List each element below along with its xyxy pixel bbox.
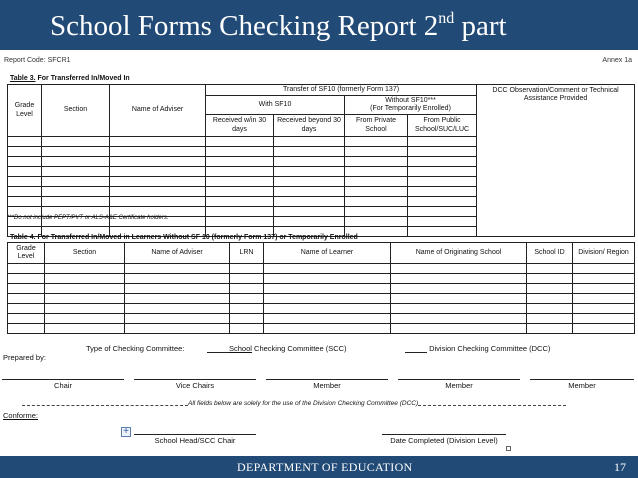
- table-row: [8, 314, 635, 324]
- table3-header-adviser: Name of Adviser: [110, 85, 206, 137]
- table-row: [8, 324, 635, 334]
- table3-title: [10, 75, 130, 82]
- scc-prefix: School: [229, 344, 252, 353]
- dcc-use-note: [22, 400, 566, 407]
- table4-header-learner: Name of Learner: [264, 243, 391, 264]
- signature-school-head: School Head/SCC Chair: [134, 434, 256, 448]
- table3-title-text: For Transferred In/Moved In: [35, 75, 130, 82]
- table3-header-without-sf10: [345, 96, 477, 115]
- temp-enrolled-label: (For Temporarily Enrolled): [370, 105, 451, 112]
- table4-header-lrn: LRN: [230, 243, 264, 264]
- table-row: [8, 304, 635, 314]
- table-row: [8, 274, 635, 284]
- footer-department: DEPARTMENT OF EDUCATION: [237, 460, 413, 474]
- annex-label: Annex 1a: [602, 57, 632, 64]
- table4-header-grade: Grade Level: [8, 243, 45, 264]
- table4-title: Table 4. For Transferred In/Moved in Learners Without SF 10 (formerly Form 137) or Temporarily Enrolled: [10, 234, 358, 241]
- scc-label: Checking Committee (SCC): [251, 344, 347, 353]
- dcc-label: Division Checking Committee (DCC): [429, 344, 551, 353]
- conforme-label: [3, 411, 38, 420]
- slide-title: [0, 0, 638, 50]
- conforme-text: Conforme:: [3, 411, 39, 420]
- scc-checkbox-line[interactable]: [207, 346, 229, 353]
- dcc-dash-left: [22, 401, 188, 406]
- committee-type-label: Type of Checking Committee:: [86, 344, 185, 353]
- scc-option: [207, 344, 347, 353]
- table4-header-origin-school: Name of Originating School: [391, 243, 527, 264]
- signature-member-1: Member: [266, 379, 388, 393]
- table3-note: ***Do not include PEPT/PVT or ALS-A&E Certificate holders.: [7, 215, 169, 221]
- page-number: 17: [614, 460, 626, 474]
- table3-header-section: Section: [42, 85, 110, 137]
- move-handle-icon[interactable]: +: [121, 427, 131, 437]
- table3-header-with-sf10: With SF10: [206, 96, 345, 115]
- table3-header-received-within: Received w/in 30 days: [206, 115, 274, 137]
- slide-title-suffix: part: [454, 10, 507, 42]
- table4: [7, 242, 635, 334]
- signature-vice-chairs: Vice Chairs: [134, 379, 256, 393]
- table-row: [8, 294, 635, 304]
- table3-header-transfer: Transfer of SF10 (formerly Form 137): [206, 85, 477, 96]
- signature-chair: Chair: [2, 379, 124, 393]
- signature-member-2: Member: [398, 379, 520, 393]
- table3-header-public: From Public School/SUC/LUC: [408, 115, 477, 137]
- dcc-use-note-text: All fields below are solely for the use of the Division Checking Committee (DCC): [188, 400, 419, 407]
- table3-dcc-observation: DCC Observation/Comment or Technical Assistance Provided: [477, 85, 635, 237]
- signature-member-3: Member: [530, 379, 634, 393]
- slide-title-superscript: nd: [438, 10, 455, 27]
- prepared-by-label: Prepared by:: [3, 353, 46, 362]
- dcc-option: [405, 344, 550, 353]
- signature-date-completed: Date Completed (Division Level): [382, 434, 506, 448]
- table3-header-grade: Grade Level: [8, 85, 42, 137]
- table-row: [8, 264, 635, 274]
- anchor-square-icon: [506, 446, 511, 451]
- table3-header-private: From Private School: [345, 115, 408, 137]
- table-row: [8, 284, 635, 294]
- without-sf10-label: Without SF10***: [385, 96, 436, 104]
- table4-header-section: Section: [45, 243, 125, 264]
- table4-header-division: Division/ Region: [573, 243, 635, 264]
- dcc-dash-right: [418, 401, 566, 406]
- slide-title-text: School Forms Checking Report 2: [50, 10, 439, 42]
- table3-prefix: Table 3.: [10, 75, 36, 82]
- report-code: Report Code: SFCR1: [4, 57, 71, 64]
- slide-footer: [0, 456, 638, 478]
- dcc-checkbox-line[interactable]: [405, 346, 427, 353]
- table4-header-school-id: School ID: [527, 243, 573, 264]
- table3-header-received-beyond: Received beyond 30 days: [274, 115, 345, 137]
- table4-header-adviser: Name of Adviser: [125, 243, 230, 264]
